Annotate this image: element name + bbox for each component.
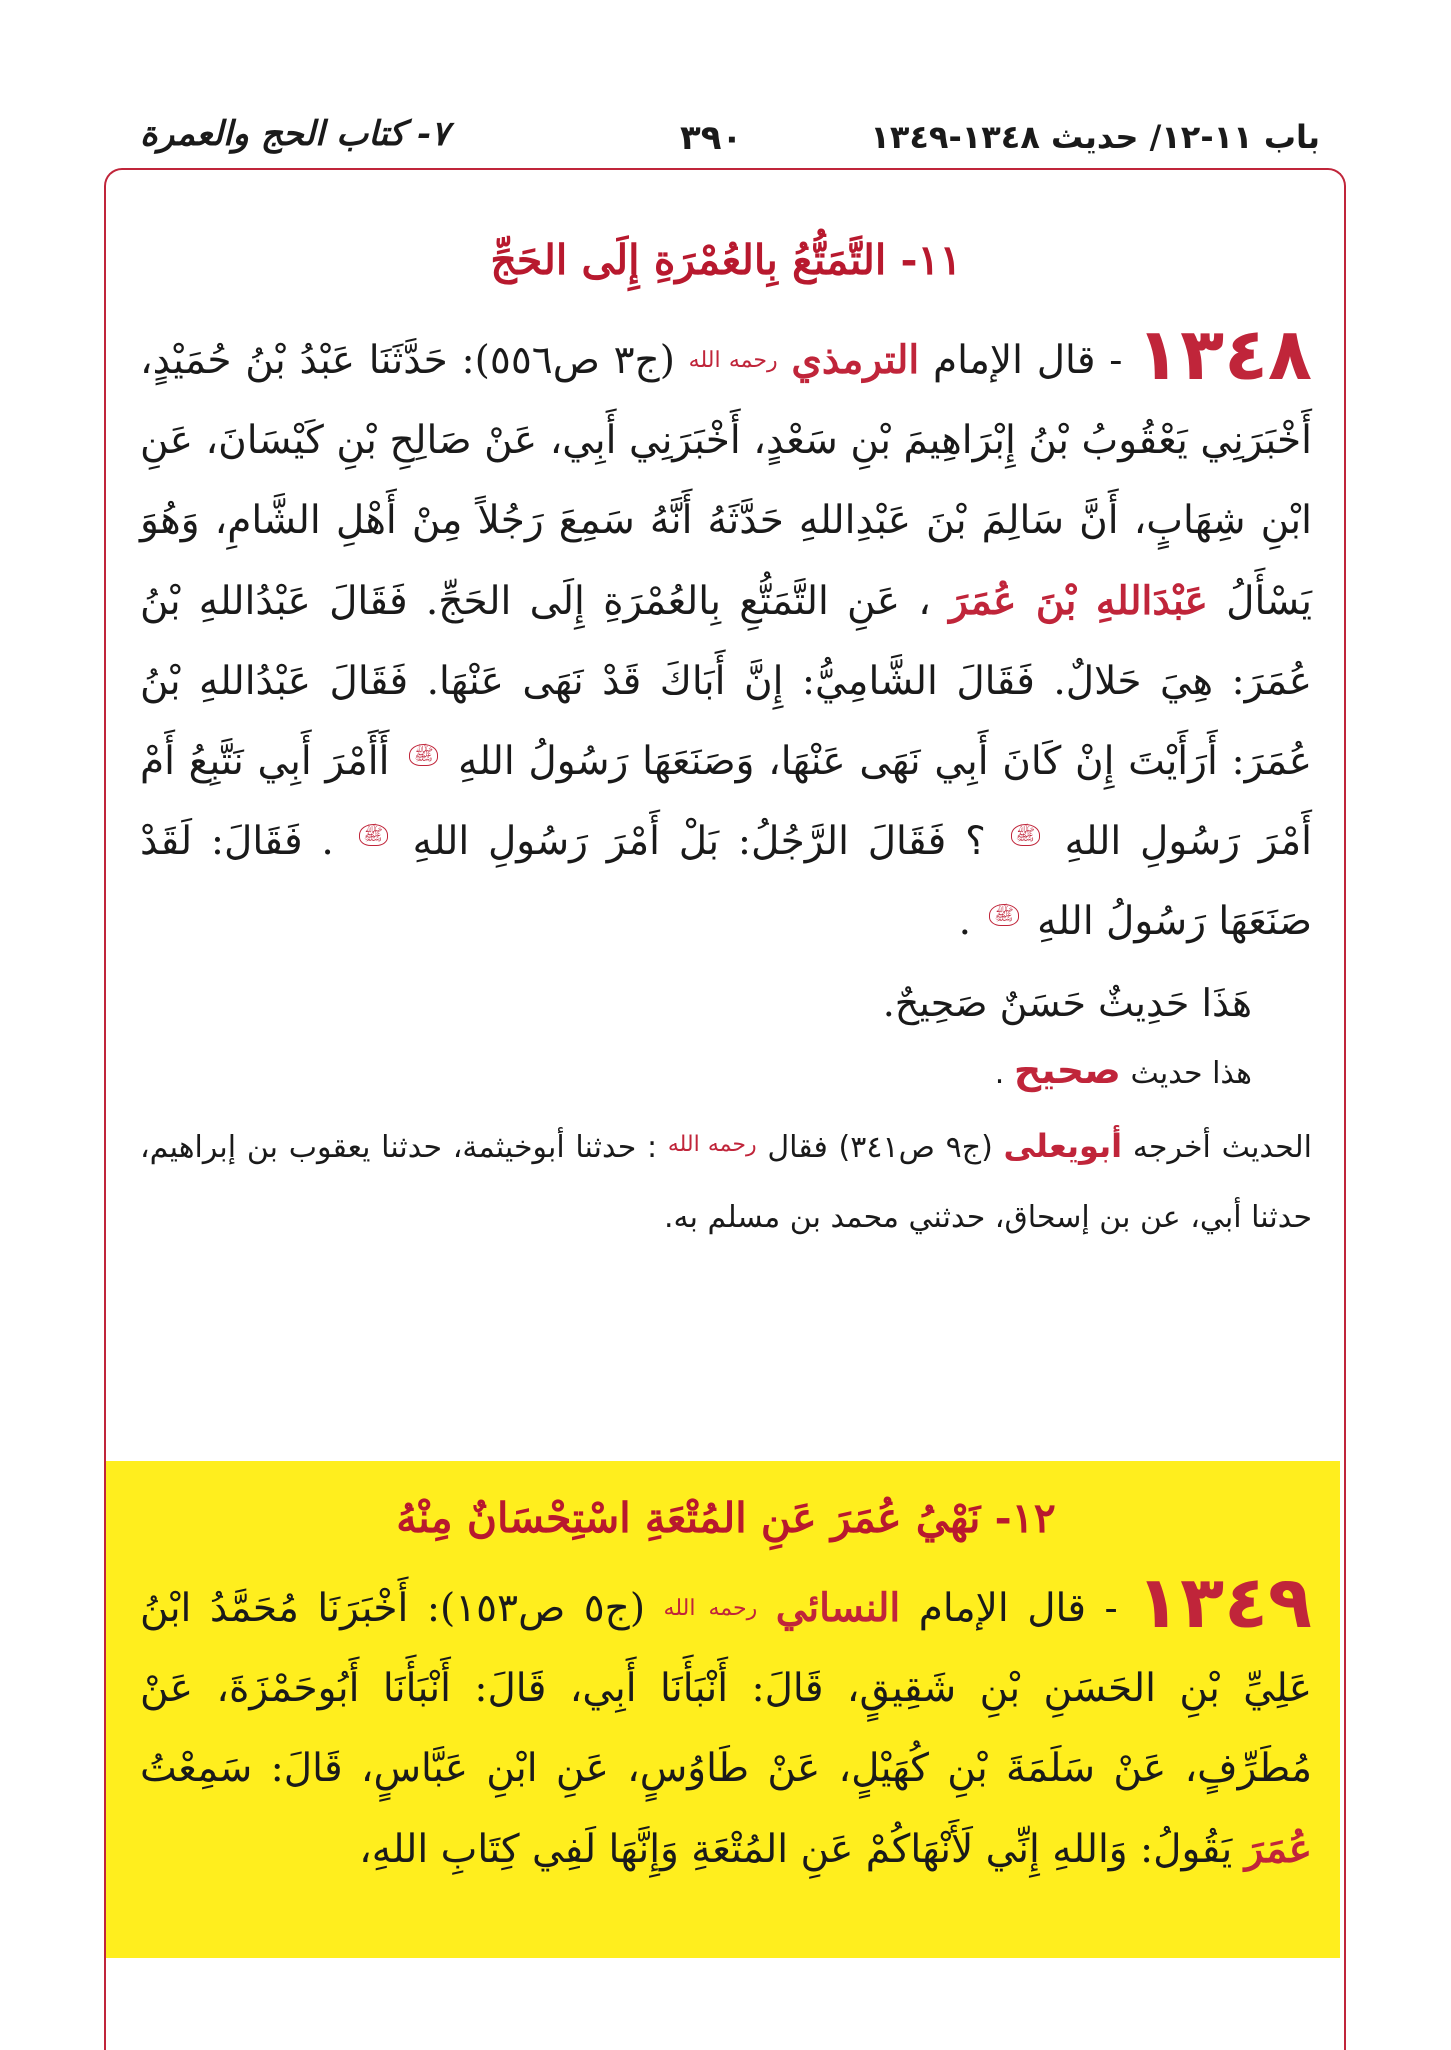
takhrij-intro: الحديث أخرجه (1132, 1130, 1313, 1165)
takhrij-ref: (ج٩ ص٣٤١) فقال (767, 1130, 993, 1165)
tirmidhi-grade: هَذَا حَدِيثٌ حَسَنٌ صَحِيحٌ. (882, 981, 1252, 1025)
salawat-icon: ﷺ (359, 824, 388, 846)
section-title: ١٢- نَهْيُ عُمَرَ عَنِ المُتْعَةِ اسْتِحْسَانٌ مِنْهُ (396, 1494, 1056, 1542)
hadith-body: يَقُولُ: وَاللهِ إِنِّي لَأَنْهَاكُمْ عَنِ المُتْعَةِ وَإِنَّهَا لَفِي كِتَابِ اللهِ، (359, 1827, 1233, 1872)
author-grade (140, 1038, 1252, 1106)
companion-name: عَبْدَاللهِ بْنَ عُمَرَ (949, 578, 1208, 624)
hadith-number: ١٣٤٨ (1136, 312, 1312, 396)
companion-name: عُمَرَ (1244, 1826, 1312, 1872)
section-2 (140, 1488, 1312, 1890)
honorific: رحمه الله (667, 1132, 757, 1157)
page-header (140, 114, 1320, 168)
takhrij-note (140, 1110, 1312, 1253)
grade-value: صحيح (1013, 1048, 1121, 1092)
hadith-chain: (ج٥ ص١٥٣): أَخْبَرَنَا مُحَمَّدُ ابْنُ عَلِيِّ بْنِ الحَسَنِ بْنِ شَقِيقٍ، قَالَ: أَنْبَأَنَا أَبِي، قَالَ: أَنْبَأَنَا أَبُوحَمْزَةَ، عَنْ مُطَرِّفٍ، عَنْ سَلَمَةَ بْنِ كُهَيْلٍ، عَنْ طَاوُسٍ، عَنِ ابْنِ عَبَّاسٍ، قَالَ: سَمِعْتُ (140, 1586, 1312, 1791)
book-title: ٧- كتاب الحج والعمرة (140, 114, 450, 154)
imam-name: النسائي (775, 1585, 901, 1631)
chapter-reference: باب ١١-١٢/ حديث ١٣٤٨-١٣٤٩ (870, 118, 1320, 156)
salawat-icon: ﷺ (1011, 824, 1040, 846)
hadith-intro: - قال الإمام (933, 338, 1123, 383)
honorific: رحمه الله (688, 348, 778, 373)
hadith-text (140, 314, 1312, 962)
takhrij-chain: : حدثنا أبوخيثمة، حدثنا يعقوب بن إبراهيم، حدثنا أبي، عن بن إسحاق، حدثني محمد بن مسلم به. (140, 1130, 1312, 1235)
honorific: رحمه الله (663, 1596, 758, 1621)
hadith-body: ، عَنِ التَّمَتُّعِ بِالعُمْرَةِ إِلَى الحَجِّ. فَقَالَ عَبْدُاللهِ بْنُ عُمَرَ: هِيَ حَلالٌ. فَقَالَ الشَّامِيُّ: إِنَّ أَبَاكَ قَدْ نَهَى عَنْهَا. فَقَالَ عَبْدُاللهِ بْنُ عُمَرَ: أَرَأَيْتَ إِنْ كَانَ أَبِي نَهَى عَنْهَا، وَصَنَعَهَا رَسُولُ اللهِ (140, 579, 1312, 784)
grade-label: هذا حديث (1130, 1056, 1252, 1091)
takhrij-source: أبويعلى (1003, 1127, 1123, 1165)
section-title: ١١- التَّمَتُّعُ بِالعُمْرَةِ إِلَى الحَجِّ (490, 236, 962, 284)
hadith-body: ؟ فَقَالَ الرَّجُلُ: بَلْ أَمْرَ رَسُولِ اللهِ (412, 819, 986, 864)
hadith-body: . (958, 899, 971, 944)
hadith-chain: (ج٣ ص٥٥٦): حَدَّثَنَا عَبْدُ بْنُ حُمَيْدٍ، أَخْبَرَنِي يَعْقُوبُ بْنُ إِبْرَاهِيمَ بْنِ سَعْدٍ، أَخْبَرَنِي أَبِي، عَنْ صَالِحِ بْنِ كَيْسَانَ، عَنِ ابْنِ شِهَابٍ، أَنَّ سَالِمَ بْنَ عَبْدِاللهِ حَدَّثَهُ أَنَّهُ سَمِعَ رَجُلاً مِنْ أَهْلِ الشَّامِ، وَهُوَ يَسْأَلُ (140, 338, 1312, 624)
hadith-body: أَأَمْرَ أَبِي نَتَّبِعُ أَمْ أَمْرَ رَسُولِ اللهِ (140, 739, 1312, 864)
grade-end: . (994, 1056, 1005, 1091)
salawat-icon: ﷺ (409, 744, 438, 766)
hadith-body: . فَقَالَ: لَقَدْ صَنَعَهَا رَسُولُ اللهِ (140, 819, 1312, 944)
hadith-text (140, 1562, 1312, 1890)
hadith-intro: - قال الإمام (918, 1586, 1118, 1631)
imam-name: الترمذي (791, 337, 920, 383)
page-number: ٣٩٠ (680, 118, 743, 158)
salawat-icon: ﷺ (989, 904, 1018, 926)
hadith-number: ١٣٤٩ (1136, 1560, 1312, 1644)
section-1 (140, 230, 1312, 1253)
